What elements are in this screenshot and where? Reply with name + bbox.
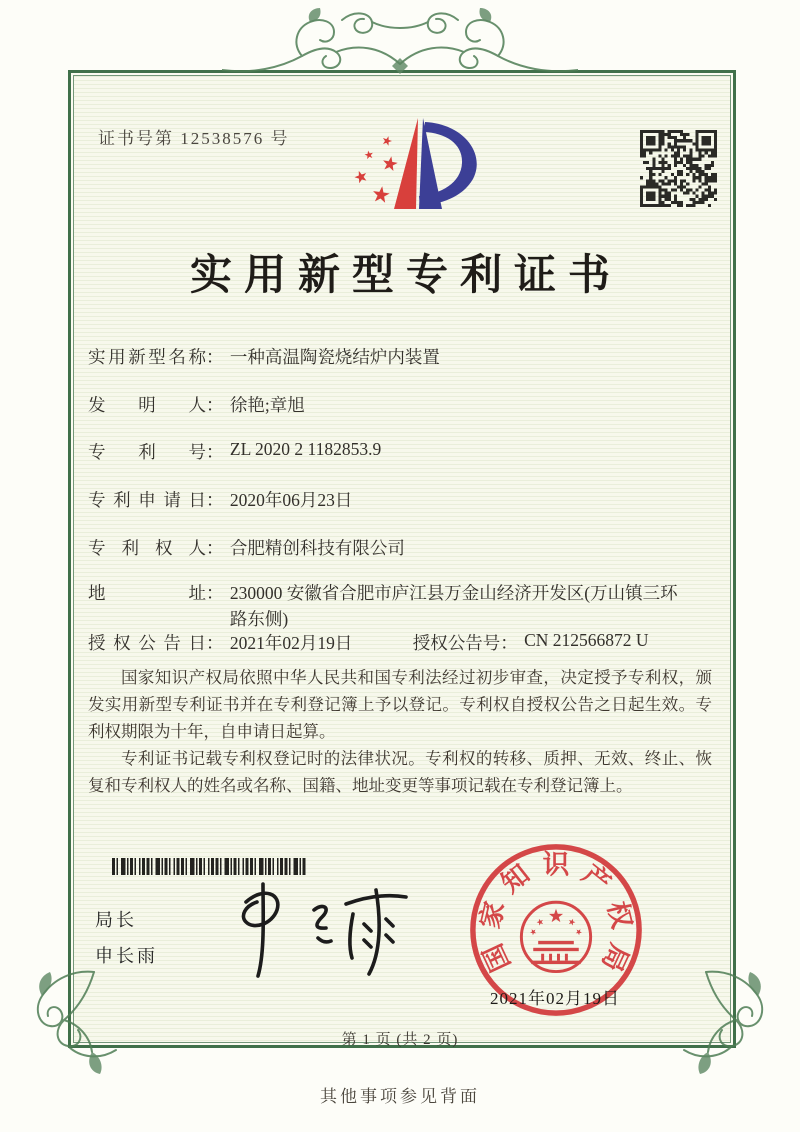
field-value: 合肥精创科技有限公司: [229, 538, 405, 558]
field-label: 实用新型名称: [88, 347, 206, 367]
page-info: 第 1 页 (共 2 页): [341, 1032, 459, 1048]
corner-ornament-bottom-left: [28, 966, 138, 1076]
logo-red-wedge: [394, 118, 418, 209]
field-address: 地址： 230000 安徽省合肥市庐江县万金山经济开发区(万山镇三环路东侧): [88, 580, 682, 632]
field-value-grant-number: CN 212566872 U: [524, 630, 649, 650]
svg-text:家: 家: [474, 898, 511, 932]
field-patentee: 专利权人： 合肥精创科技有限公司: [88, 535, 405, 560]
body-paragraph-2: 专利证书记载专利权登记时的法律状况。专利权的转移、质押、无效、终止、恢复和专利权人的姓名或名称、国籍、地址变更等事项记载在专利登记簿上。: [88, 749, 712, 795]
signer-name: 申长雨: [95, 946, 158, 966]
field-value: ZL 2020 2 1182853.9: [229, 439, 382, 459]
legal-text-block: [88, 664, 712, 799]
national-emblem: [521, 902, 590, 971]
field-inventor: 发明人： 徐艳;章旭: [88, 392, 305, 417]
field-patent-number: 专利号： ZL 2020 2 1182853.9: [88, 439, 382, 462]
body-paragraph-1: 国家知识产权局依照中华人民共和国专利法经过初步审查，决定授予专利权，颁发实用新型专利证书并在专利登记簿上予以登记。专利权自授权公告之日起生效。专利权期限为十年，自申请日起算。: [88, 668, 712, 741]
field-filing-date: 专利申请日： 2020年06月23日: [88, 487, 352, 512]
certificate-number: 证书号第 12538576 号: [98, 129, 290, 148]
svg-text:识: 识: [542, 849, 570, 880]
logo-stars: [353, 135, 399, 203]
field-label: 地址: [88, 583, 206, 603]
field-label: 专利号: [88, 442, 206, 462]
field-value: 2020年06月23日: [229, 490, 353, 510]
svg-text:权: 权: [601, 898, 638, 932]
field-label: 专利权人: [88, 538, 206, 558]
signature-handwriting: [218, 872, 418, 987]
field-label: 专利申请日: [88, 490, 206, 510]
field-label: 发明人: [88, 395, 206, 415]
field-label: 授权公告日: [88, 633, 206, 653]
field-value: 2021年02月19日: [229, 633, 353, 653]
field-label-grant-number: 授权公告号: [412, 633, 501, 653]
field-value: 230000 安徽省合肥市庐江县万金山经济开发区(万山镇三环路东侧): [229, 583, 678, 629]
field-utility-model-name: 实用新型名称： 一种高温陶瓷烧结炉内装置: [88, 344, 440, 369]
corner-ornament-bottom-right: [662, 966, 772, 1076]
field-grant-date: 授权公告日： 2021年02月19日 授权公告号： CN 212566872 U: [88, 630, 649, 653]
svg-text:知: 知: [495, 858, 536, 899]
top-ornament: [222, 6, 578, 98]
cnipa-logo: [332, 106, 492, 238]
footer-note: 其他事项参见背面: [320, 1087, 480, 1106]
field-value: 一种高温陶瓷烧结炉内装置: [229, 347, 440, 367]
issue-date: 2021年02月19日: [490, 989, 620, 1008]
signer-title: 局长: [95, 910, 137, 930]
field-value: 徐艳;章旭: [229, 395, 305, 415]
certificate-title: 实用新型专利证书: [189, 253, 623, 299]
qr-code: [640, 130, 717, 207]
svg-text:局: 局: [596, 939, 635, 977]
svg-text:产: 产: [576, 858, 617, 899]
svg-text:国: 国: [477, 939, 516, 977]
